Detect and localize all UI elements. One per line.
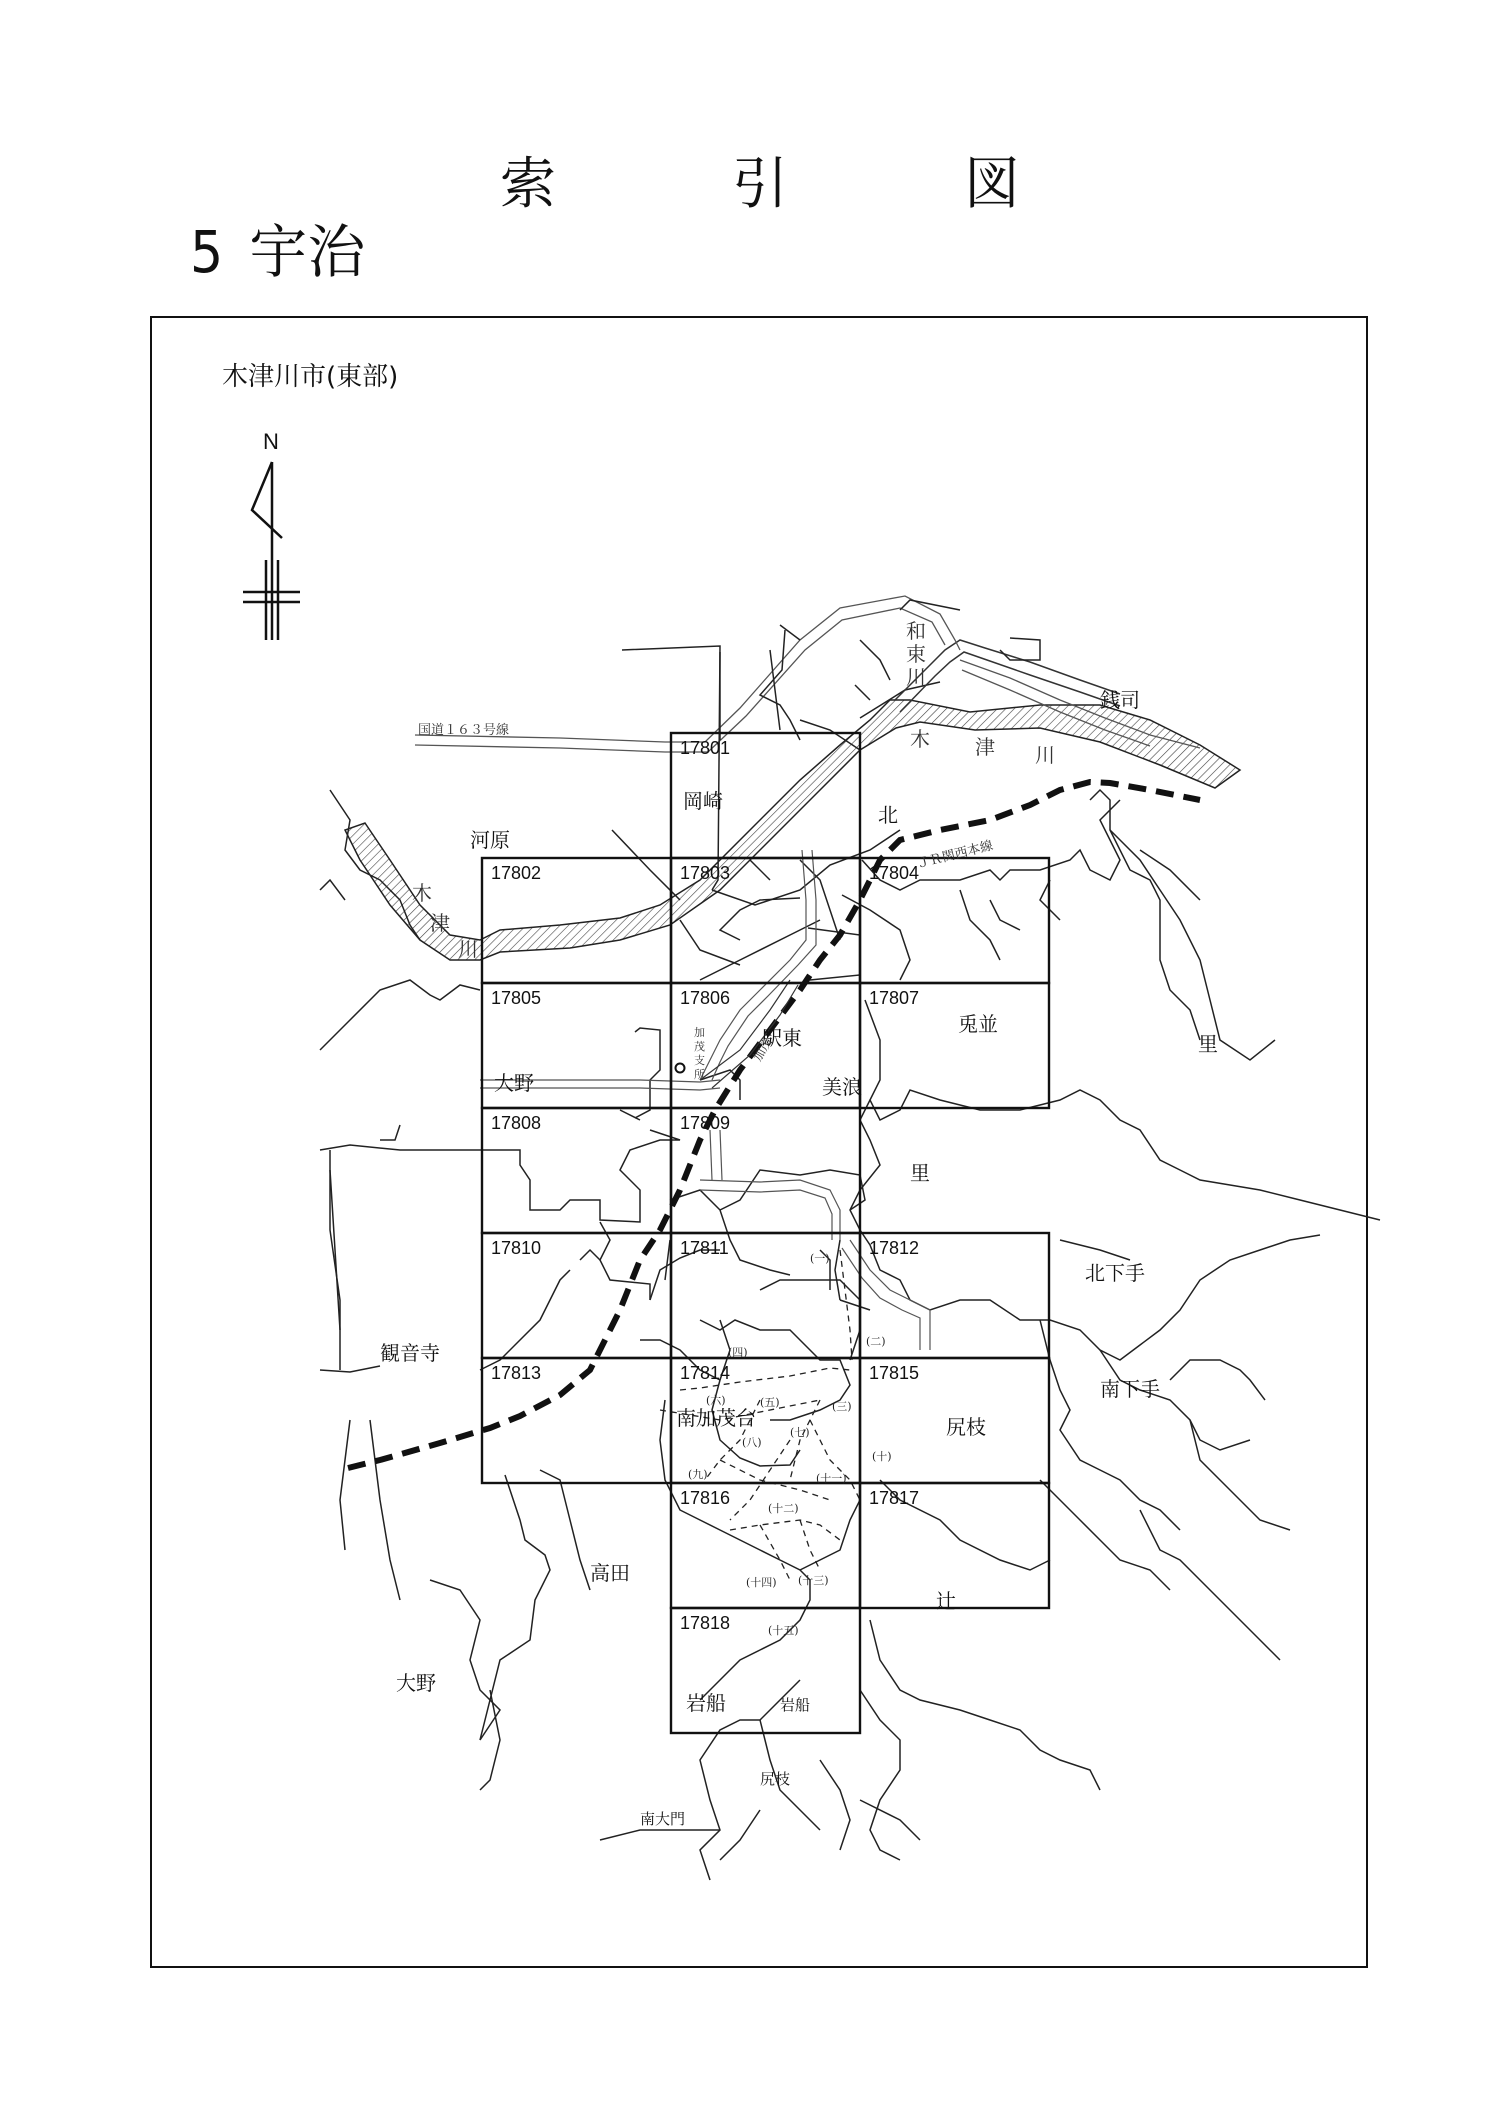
- place-label: 南大門: [640, 1810, 686, 1828]
- ward-label: (五): [760, 1396, 780, 1409]
- ward-label: (三): [832, 1400, 852, 1413]
- place-label: 岩船: [780, 1696, 811, 1714]
- tile-number: 17815: [869, 1363, 920, 1383]
- tile-number: 17816: [680, 1488, 731, 1508]
- tile-number: 17810: [491, 1238, 542, 1258]
- place-label: 大野: [396, 1671, 436, 1695]
- river-label-char: 木: [412, 881, 432, 905]
- tile-number: 17812: [869, 1238, 920, 1258]
- tile-number: 17814: [680, 1363, 731, 1383]
- place-label: 河原: [470, 828, 510, 852]
- ward-label: (十一): [816, 1472, 847, 1485]
- place-label: 岩船: [686, 1691, 726, 1715]
- jr-kansai-line: [348, 782, 1200, 1468]
- place-label: 大野: [494, 1071, 534, 1095]
- tile-number: 17813: [491, 1363, 542, 1383]
- road-label: 茂: [694, 1040, 705, 1053]
- river-label-char: 川: [1035, 743, 1055, 767]
- river-label-char: 津: [975, 735, 995, 759]
- road-label: 加: [694, 1026, 705, 1039]
- tile-number: 17817: [869, 1488, 920, 1508]
- place-label: 北: [878, 803, 898, 827]
- place-label: 里: [910, 1161, 930, 1185]
- section-name: 宇治: [249, 218, 366, 286]
- tile-number: 17804: [869, 863, 920, 883]
- road-label: 支: [694, 1054, 705, 1067]
- tile-number: 17809: [680, 1113, 731, 1133]
- road-label: 加茂: [750, 1035, 775, 1064]
- region-label: 木津川市(東部): [222, 362, 399, 392]
- title-char-2: 引: [732, 152, 788, 217]
- north-label: N: [263, 429, 279, 454]
- ward-label: (十四): [746, 1576, 777, 1589]
- tile-number: 17801: [680, 738, 731, 758]
- place-label: 南加茂台: [676, 1406, 756, 1430]
- tile-number: 17802: [491, 863, 542, 883]
- boundary-lines: [612, 600, 1040, 980]
- place-label: 兎並: [958, 1012, 998, 1036]
- tile-number: 17803: [680, 863, 731, 883]
- place-label: 高田: [590, 1561, 630, 1585]
- ward-label: (七): [790, 1426, 810, 1439]
- tile-number: 17807: [869, 988, 920, 1008]
- tile-number: 17808: [491, 1113, 542, 1133]
- place-label: 辻: [936, 1589, 956, 1613]
- place-label: 駅東: [762, 1026, 802, 1050]
- wazuka-river: [895, 640, 1120, 712]
- local-roads: [480, 850, 930, 1350]
- ward-label: (一): [810, 1252, 830, 1265]
- river-label-char: 川: [906, 665, 926, 689]
- tile-number: 17811: [680, 1238, 729, 1258]
- place-label: 銭司: [1100, 688, 1140, 712]
- ward-label: (六): [706, 1394, 726, 1407]
- ward-label: (十五): [768, 1624, 799, 1637]
- tile-number: 17805: [491, 988, 542, 1008]
- ward-label: (二): [866, 1335, 886, 1348]
- ward-label: (九): [688, 1468, 708, 1481]
- section-number: 5: [190, 218, 224, 286]
- road-label: 国道１６３号線: [418, 723, 510, 738]
- place-label: 北下手: [1085, 1261, 1145, 1285]
- river-label-char: 木: [910, 727, 930, 751]
- place-label: 里: [1198, 1032, 1218, 1056]
- river-label-char: 津: [430, 911, 450, 935]
- ward-label: (四): [728, 1346, 748, 1359]
- river-label-char: 和: [906, 619, 926, 643]
- tile-number: 17818: [680, 1613, 731, 1633]
- place-label: 南下手: [1100, 1377, 1160, 1401]
- place-label: 観音寺: [380, 1341, 440, 1365]
- river-label-char: 川: [458, 937, 478, 961]
- road-label: ＪＲ関西本線: [915, 838, 995, 872]
- title-char-3: 図: [964, 152, 1020, 217]
- place-label: 岡崎: [683, 789, 723, 813]
- tile-number: 17806: [680, 988, 731, 1008]
- branch-office-icon: [676, 1064, 685, 1073]
- place-label: 美浪: [822, 1075, 862, 1099]
- river-label-char: 束: [906, 642, 926, 666]
- north-arrow-icon: [243, 429, 300, 640]
- terrain-lines: [600, 790, 1380, 1880]
- ward-label: (八): [742, 1436, 762, 1449]
- ward-label: (十): [872, 1450, 892, 1463]
- title-char-1: 索: [500, 152, 556, 217]
- place-label: 尻枝: [760, 1770, 791, 1788]
- ward-label: (十二): [768, 1502, 799, 1515]
- ward-label: (十三): [798, 1574, 829, 1587]
- place-label: 尻枝: [946, 1415, 986, 1439]
- road-label: 所: [694, 1068, 705, 1081]
